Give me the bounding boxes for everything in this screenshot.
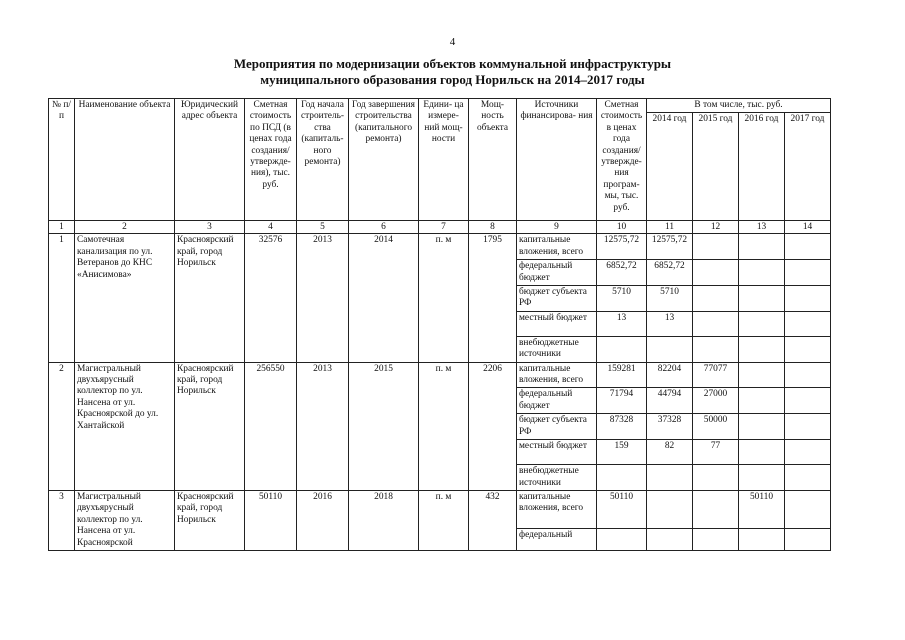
finance-source: капитальные вложения, всего bbox=[517, 490, 597, 529]
end-year: 2018 bbox=[349, 490, 419, 550]
finance-2014: 12575,72 bbox=[647, 234, 693, 260]
column-number: 14 bbox=[785, 221, 831, 234]
finance-2016 bbox=[739, 286, 785, 312]
finance-2016 bbox=[739, 311, 785, 336]
page-number: 4 bbox=[449, 36, 456, 48]
finance-source: капитальные вложения, всего bbox=[517, 362, 597, 388]
finance-2017 bbox=[785, 336, 831, 362]
finance-2015 bbox=[693, 286, 739, 312]
finance-2016 bbox=[739, 260, 785, 286]
object-power: 2206 bbox=[469, 362, 517, 490]
finance-2016 bbox=[739, 388, 785, 414]
finance-2017 bbox=[785, 260, 831, 286]
finance-2014 bbox=[647, 490, 693, 529]
column-number: 7 bbox=[419, 221, 469, 234]
column-number-row bbox=[49, 221, 831, 234]
finance-total: 12575,72 bbox=[597, 234, 647, 260]
finance-2016 bbox=[739, 234, 785, 260]
finance-source: бюджет субъекта РФ bbox=[517, 286, 597, 312]
finance-total: 6852,72 bbox=[597, 260, 647, 286]
finance-2015: 50000 bbox=[693, 414, 739, 440]
table-row bbox=[49, 362, 831, 388]
header-unit: Едини- ца измере- ний мощ- ности bbox=[419, 99, 469, 221]
finance-2014 bbox=[647, 465, 693, 491]
header-year-2016: 2016 год bbox=[739, 113, 785, 221]
column-number: 2 bbox=[75, 221, 175, 234]
column-number: 5 bbox=[297, 221, 349, 234]
finance-2015: 77077 bbox=[693, 362, 739, 388]
finance-total: 159281 bbox=[597, 362, 647, 388]
finance-total: 50110 bbox=[597, 490, 647, 529]
finance-total bbox=[597, 336, 647, 362]
start-year: 2013 bbox=[297, 234, 349, 362]
column-number: 13 bbox=[739, 221, 785, 234]
finance-2014: 37328 bbox=[647, 414, 693, 440]
row-number: 2 bbox=[49, 362, 75, 490]
header-start-year: Год начала строитель- ства (капиталь- ного ремонта) bbox=[297, 99, 349, 221]
column-number: 4 bbox=[245, 221, 297, 234]
row-number: 3 bbox=[49, 490, 75, 550]
finance-2014: 82204 bbox=[647, 362, 693, 388]
finance-2015: 77 bbox=[693, 440, 739, 465]
finance-source: внебюджетные источники bbox=[517, 336, 597, 362]
header-num: № п/п bbox=[49, 99, 75, 221]
header-cost-psd: Сметная стоимость по ПСД (в ценах года создания/ утвержде- ния), тыс. руб. bbox=[245, 99, 297, 221]
finance-source: федеральный bbox=[517, 529, 597, 551]
finance-2017 bbox=[785, 234, 831, 260]
finance-source: федеральный бюджет bbox=[517, 260, 597, 286]
finance-2014: 6852,72 bbox=[647, 260, 693, 286]
header-address: Юридический адрес объекта bbox=[175, 99, 245, 221]
document-title bbox=[0, 56, 905, 88]
header-year-2014: 2014 год bbox=[647, 113, 693, 221]
column-number: 9 bbox=[517, 221, 597, 234]
finance-source: бюджет субъекта РФ bbox=[517, 414, 597, 440]
finance-total: 87328 bbox=[597, 414, 647, 440]
finance-2016: 50110 bbox=[739, 490, 785, 529]
finance-2017 bbox=[785, 465, 831, 491]
column-number: 1 bbox=[49, 221, 75, 234]
finance-2014: 5710 bbox=[647, 286, 693, 312]
finance-total bbox=[597, 465, 647, 491]
power-unit: п. м bbox=[419, 490, 469, 550]
end-year: 2015 bbox=[349, 362, 419, 490]
object-name: Самотечная канализация по ул. Ветеранов до КНС «Анисимова» bbox=[75, 234, 175, 362]
finance-2015 bbox=[693, 529, 739, 551]
table-row bbox=[49, 234, 831, 260]
finance-2016 bbox=[739, 529, 785, 551]
column-number: 3 bbox=[175, 221, 245, 234]
finance-2015 bbox=[693, 490, 739, 529]
header-name: Наименование объекта bbox=[75, 99, 175, 221]
finance-2015: 27000 bbox=[693, 388, 739, 414]
finance-2015 bbox=[693, 465, 739, 491]
finance-2015 bbox=[693, 311, 739, 336]
column-number: 11 bbox=[647, 221, 693, 234]
title-line-2: муниципального образования город Норильск на 2014–2017 годы bbox=[260, 72, 645, 87]
object-address: Красноярский край, город Норильск bbox=[175, 490, 245, 550]
finance-2016 bbox=[739, 414, 785, 440]
finance-source: внебюджетные источники bbox=[517, 465, 597, 491]
finance-2017 bbox=[785, 414, 831, 440]
object-address: Красноярский край, город Норильск bbox=[175, 234, 245, 362]
column-number: 12 bbox=[693, 221, 739, 234]
object-name: Магистральный двухъярусный коллектор по ул. Нансена от ул. Красноярской до ул. Хантайской bbox=[75, 362, 175, 490]
finance-2016 bbox=[739, 336, 785, 362]
header-power: Мощ- ность объекта bbox=[469, 99, 517, 221]
column-number: 10 bbox=[597, 221, 647, 234]
finance-total: 159 bbox=[597, 440, 647, 465]
start-year: 2016 bbox=[297, 490, 349, 550]
finance-source: местный бюджет bbox=[517, 311, 597, 336]
header-including: В том числе, тыс. руб. bbox=[647, 99, 831, 113]
row-number: 1 bbox=[49, 234, 75, 362]
object-name: Магистральный двухъярусный коллектор по ул. Нансена от ул. Красноярской bbox=[75, 490, 175, 550]
finance-2014: 44794 bbox=[647, 388, 693, 414]
finance-2017 bbox=[785, 529, 831, 551]
finance-source: местный бюджет bbox=[517, 440, 597, 465]
finance-2016 bbox=[739, 465, 785, 491]
finance-2017 bbox=[785, 388, 831, 414]
finance-2017 bbox=[785, 311, 831, 336]
header-sources: Источники финансирова- ния bbox=[517, 99, 597, 221]
finance-total: 13 bbox=[597, 311, 647, 336]
object-address: Красноярский край, город Норильск bbox=[175, 362, 245, 490]
header-year-2015: 2015 год bbox=[693, 113, 739, 221]
finance-2015 bbox=[693, 260, 739, 286]
object-power: 432 bbox=[469, 490, 517, 550]
finance-2017 bbox=[785, 286, 831, 312]
header-year-2017: 2017 год bbox=[785, 113, 831, 221]
finance-2016 bbox=[739, 362, 785, 388]
cost-psd: 50110 bbox=[245, 490, 297, 550]
finance-2017 bbox=[785, 362, 831, 388]
header-cost-program: Сметная стоимость в ценах года создания/ утвержде- ния програм- мы, тыс. руб. bbox=[597, 99, 647, 221]
finance-source: федеральный бюджет bbox=[517, 388, 597, 414]
finance-total: 71794 bbox=[597, 388, 647, 414]
finance-2016 bbox=[739, 440, 785, 465]
start-year: 2013 bbox=[297, 362, 349, 490]
finance-2014 bbox=[647, 336, 693, 362]
investment-table bbox=[48, 98, 831, 551]
power-unit: п. м bbox=[419, 362, 469, 490]
finance-2014: 82 bbox=[647, 440, 693, 465]
finance-2015 bbox=[693, 336, 739, 362]
finance-total: 5710 bbox=[597, 286, 647, 312]
power-unit: п. м bbox=[419, 234, 469, 362]
header-end-year: Год завершения строительства (капитального ремонта) bbox=[349, 99, 419, 221]
column-number: 8 bbox=[469, 221, 517, 234]
finance-2015 bbox=[693, 234, 739, 260]
title-line-1: Мероприятия по модернизации объектов коммунальной инфраструктуры bbox=[233, 56, 672, 71]
finance-2017 bbox=[785, 440, 831, 465]
cost-psd: 256550 bbox=[245, 362, 297, 490]
finance-2014 bbox=[647, 529, 693, 551]
table-body bbox=[49, 234, 831, 551]
object-power: 1795 bbox=[469, 234, 517, 362]
column-number: 6 bbox=[349, 221, 419, 234]
table-row bbox=[49, 490, 831, 529]
finance-source: капитальные вложения, всего bbox=[517, 234, 597, 260]
finance-2017 bbox=[785, 490, 831, 529]
finance-2014: 13 bbox=[647, 311, 693, 336]
finance-total bbox=[597, 529, 647, 551]
cost-psd: 32576 bbox=[245, 234, 297, 362]
end-year: 2014 bbox=[349, 234, 419, 362]
